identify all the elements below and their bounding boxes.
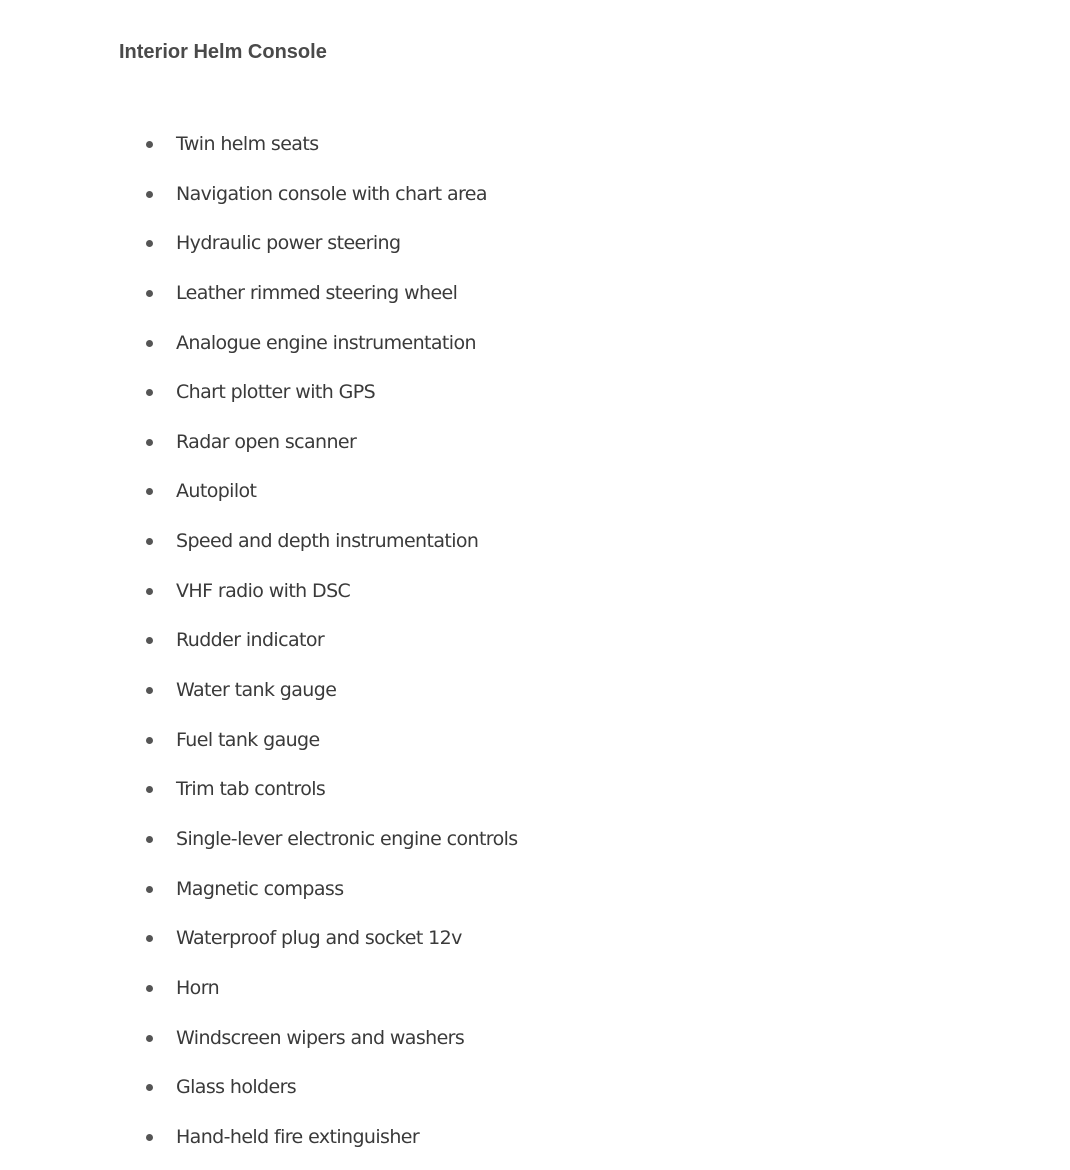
list-item-label: Water tank gauge [176, 679, 337, 702]
list-item-label: Waterproof plug and socket 12v [176, 927, 462, 950]
list-item-label: VHF radio with DSC [176, 579, 351, 602]
list-item-label: Trim tab controls [176, 778, 326, 801]
bullet-icon [146, 737, 153, 744]
list-item-label: Hydraulic power steering [176, 232, 401, 255]
list-item-label: Hand-held fire extinguisher [176, 1125, 420, 1148]
bullet-icon [146, 786, 153, 793]
bullet-icon [146, 836, 153, 843]
list-item-label: Glass holders [176, 1076, 297, 1099]
list-item-label: Chart plotter with GPS [176, 381, 376, 404]
bullet-icon [146, 191, 153, 198]
list-item-label: Navigation console with chart area [176, 182, 487, 205]
section-title: Interior Helm Console [119, 41, 327, 63]
bullet-icon [146, 1035, 153, 1042]
bullet-icon [146, 538, 153, 545]
list-item-label: Horn [176, 976, 220, 999]
list-item-label: Windscreen wipers and washers [176, 1026, 465, 1049]
list-item-label: Rudder indicator [176, 629, 325, 652]
bullet-icon [146, 1084, 153, 1091]
bullet-icon [146, 637, 153, 644]
bullet-icon [146, 1134, 153, 1141]
bullet-icon [146, 340, 153, 347]
list-item-label: Radar open scanner [176, 430, 357, 453]
bullet-icon [146, 588, 153, 595]
bullet-icon [146, 886, 153, 893]
list-item-label: Fuel tank gauge [176, 728, 320, 751]
list-item-label: Leather rimmed steering wheel [176, 281, 458, 304]
bullet-icon [146, 439, 153, 446]
bullet-icon [146, 240, 153, 247]
list-item-label: Single-lever electronic engine controls [176, 827, 518, 850]
list-item-label: Twin helm seats [176, 133, 319, 155]
bullet-icon [146, 985, 153, 992]
bullet-icon [146, 141, 153, 148]
bullet-icon [146, 389, 153, 396]
bullet-icon [146, 488, 153, 495]
list-item-label: Magnetic compass [176, 877, 344, 900]
bullet-icon [146, 290, 153, 297]
bullet-icon [146, 687, 153, 694]
list-item-label: Speed and depth instrumentation [176, 530, 479, 553]
bullet-icon [146, 935, 153, 942]
list-item-label: Autopilot [176, 480, 257, 503]
list-item-label: Analogue engine instrumentation [176, 331, 476, 354]
